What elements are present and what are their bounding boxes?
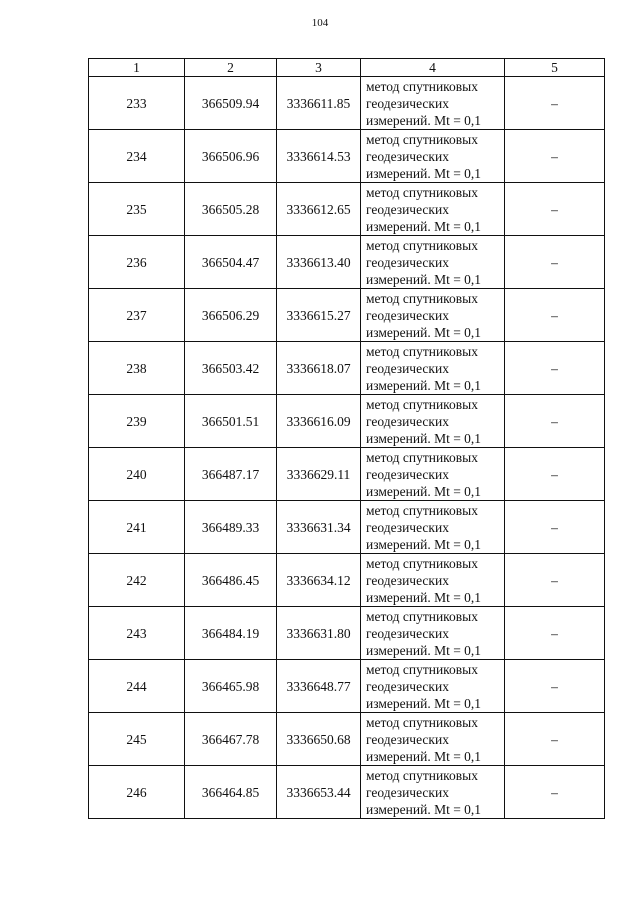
method-line: метод спутниковых bbox=[366, 396, 478, 412]
coordinate-x-cell: 366509.94 bbox=[185, 77, 277, 130]
method-line: измерений. Mt = 0,1 bbox=[366, 112, 482, 128]
note-cell: – bbox=[505, 713, 605, 766]
note-cell: – bbox=[505, 448, 605, 501]
table-row bbox=[89, 77, 605, 130]
table-header-row bbox=[89, 59, 605, 77]
coordinate-y-cell: 3336631.34 bbox=[277, 501, 361, 554]
method-line: геодезических bbox=[366, 466, 449, 482]
header-cell-4: 4 bbox=[361, 59, 505, 77]
point-number-cell: 244 bbox=[89, 660, 185, 713]
header-cell-3: 3 bbox=[277, 59, 361, 77]
point-number-cell: 246 bbox=[89, 766, 185, 819]
method-cell bbox=[361, 77, 505, 130]
header-cell-2: 2 bbox=[185, 59, 277, 77]
point-number-cell: 234 bbox=[89, 130, 185, 183]
method-line: геодезических bbox=[366, 254, 449, 270]
method-line: измерений. Mt = 0,1 bbox=[366, 801, 482, 817]
coordinate-y-cell: 3336650.68 bbox=[277, 713, 361, 766]
coordinate-y-cell: 3336615.27 bbox=[277, 289, 361, 342]
coordinate-x-cell: 366465.98 bbox=[185, 660, 277, 713]
point-number-cell: 235 bbox=[89, 183, 185, 236]
method-line: метод спутниковых bbox=[366, 608, 478, 624]
method-line: измерений. Mt = 0,1 bbox=[366, 695, 482, 711]
method-cell bbox=[361, 766, 505, 819]
method-line: метод спутниковых bbox=[366, 131, 478, 147]
method-line: метод спутниковых bbox=[366, 767, 478, 783]
table-row bbox=[89, 554, 605, 607]
method-line: измерений. Mt = 0,1 bbox=[366, 324, 482, 340]
coordinate-x-cell: 366503.42 bbox=[185, 342, 277, 395]
method-line: метод спутниковых bbox=[366, 184, 478, 200]
table-row bbox=[89, 395, 605, 448]
note-cell: – bbox=[505, 660, 605, 713]
method-line: геодезических bbox=[366, 413, 449, 429]
method-line: геодезических bbox=[366, 731, 449, 747]
table-row bbox=[89, 660, 605, 713]
point-number-cell: 233 bbox=[89, 77, 185, 130]
header-cell-1: 1 bbox=[89, 59, 185, 77]
method-line: метод спутниковых bbox=[366, 555, 478, 571]
method-line: геодезических bbox=[366, 307, 449, 323]
method-line: метод спутниковых bbox=[366, 343, 478, 359]
coordinate-y-cell: 3336611.85 bbox=[277, 77, 361, 130]
method-line: измерений. Mt = 0,1 bbox=[366, 589, 482, 605]
point-number-cell: 245 bbox=[89, 713, 185, 766]
method-line: метод спутниковых bbox=[366, 661, 478, 677]
point-number-cell: 236 bbox=[89, 236, 185, 289]
method-line: измерений. Mt = 0,1 bbox=[366, 377, 482, 393]
method-cell bbox=[361, 660, 505, 713]
table-row bbox=[89, 713, 605, 766]
method-line: измерений. Mt = 0,1 bbox=[366, 642, 482, 658]
header-cell-5: 5 bbox=[505, 59, 605, 77]
table-row bbox=[89, 501, 605, 554]
coordinate-x-cell: 366487.17 bbox=[185, 448, 277, 501]
note-cell: – bbox=[505, 236, 605, 289]
point-number-cell: 241 bbox=[89, 501, 185, 554]
method-line: метод спутниковых bbox=[366, 714, 478, 730]
method-line: геодезических bbox=[366, 625, 449, 641]
note-cell: – bbox=[505, 554, 605, 607]
point-number-cell: 240 bbox=[89, 448, 185, 501]
note-cell: – bbox=[505, 77, 605, 130]
coordinate-x-cell: 366484.19 bbox=[185, 607, 277, 660]
method-cell bbox=[361, 236, 505, 289]
coordinate-y-cell: 3336616.09 bbox=[277, 395, 361, 448]
method-cell bbox=[361, 501, 505, 554]
table-row bbox=[89, 766, 605, 819]
coordinates-table bbox=[88, 58, 605, 819]
note-cell: – bbox=[505, 395, 605, 448]
table-row bbox=[89, 130, 605, 183]
method-line: геодезических bbox=[366, 148, 449, 164]
page-number: 104 bbox=[311, 17, 329, 29]
method-cell bbox=[361, 607, 505, 660]
method-line: геодезических bbox=[366, 360, 449, 376]
method-line: измерений. Mt = 0,1 bbox=[366, 165, 482, 181]
point-number-cell: 238 bbox=[89, 342, 185, 395]
point-number-cell: 237 bbox=[89, 289, 185, 342]
note-cell: – bbox=[505, 130, 605, 183]
method-line: измерений. Mt = 0,1 bbox=[366, 483, 482, 499]
method-line: геодезических bbox=[366, 678, 449, 694]
method-cell bbox=[361, 448, 505, 501]
note-cell: – bbox=[505, 501, 605, 554]
point-number-cell: 239 bbox=[89, 395, 185, 448]
table-row bbox=[89, 236, 605, 289]
method-line: метод спутниковых bbox=[366, 237, 478, 253]
table-row bbox=[89, 448, 605, 501]
note-cell: – bbox=[505, 342, 605, 395]
method-line: измерений. Mt = 0,1 bbox=[366, 748, 482, 764]
table-row bbox=[89, 342, 605, 395]
method-cell bbox=[361, 554, 505, 607]
table-row bbox=[89, 289, 605, 342]
coordinate-x-cell: 366506.29 bbox=[185, 289, 277, 342]
coordinate-y-cell: 3336648.77 bbox=[277, 660, 361, 713]
coordinate-y-cell: 3336631.80 bbox=[277, 607, 361, 660]
method-line: геодезических bbox=[366, 784, 449, 800]
coordinate-y-cell: 3336612.65 bbox=[277, 183, 361, 236]
coordinate-x-cell: 366486.45 bbox=[185, 554, 277, 607]
method-cell bbox=[361, 395, 505, 448]
coordinate-y-cell: 3336629.11 bbox=[277, 448, 361, 501]
method-line: геодезических bbox=[366, 95, 449, 111]
coordinate-x-cell: 366464.85 bbox=[185, 766, 277, 819]
method-line: метод спутниковых bbox=[366, 290, 478, 306]
method-line: измерений. Mt = 0,1 bbox=[366, 536, 482, 552]
coordinate-x-cell: 366504.47 bbox=[185, 236, 277, 289]
method-line: геодезических bbox=[366, 572, 449, 588]
coordinate-y-cell: 3336618.07 bbox=[277, 342, 361, 395]
method-line: метод спутниковых bbox=[366, 78, 478, 94]
point-number-cell: 242 bbox=[89, 554, 185, 607]
method-line: измерений. Mt = 0,1 bbox=[366, 430, 482, 446]
table-row bbox=[89, 607, 605, 660]
table-body bbox=[89, 59, 605, 819]
method-line: метод спутниковых bbox=[366, 502, 478, 518]
method-line: метод спутниковых bbox=[366, 449, 478, 465]
method-line: измерений. Mt = 0,1 bbox=[366, 271, 482, 287]
coordinate-x-cell: 366489.33 bbox=[185, 501, 277, 554]
coordinate-x-cell: 366501.51 bbox=[185, 395, 277, 448]
method-cell bbox=[361, 130, 505, 183]
coordinate-x-cell: 366505.28 bbox=[185, 183, 277, 236]
point-number-cell: 243 bbox=[89, 607, 185, 660]
note-cell: – bbox=[505, 766, 605, 819]
coordinate-y-cell: 3336614.53 bbox=[277, 130, 361, 183]
note-cell: – bbox=[505, 289, 605, 342]
coordinate-y-cell: 3336634.12 bbox=[277, 554, 361, 607]
method-cell bbox=[361, 713, 505, 766]
coordinate-y-cell: 3336653.44 bbox=[277, 766, 361, 819]
method-line: геодезических bbox=[366, 201, 449, 217]
note-cell: – bbox=[505, 607, 605, 660]
method-cell bbox=[361, 289, 505, 342]
coordinate-y-cell: 3336613.40 bbox=[277, 236, 361, 289]
method-line: геодезических bbox=[366, 519, 449, 535]
coordinate-x-cell: 366506.96 bbox=[185, 130, 277, 183]
table-row bbox=[89, 183, 605, 236]
method-cell bbox=[361, 342, 505, 395]
method-cell bbox=[361, 183, 505, 236]
coordinate-x-cell: 366467.78 bbox=[185, 713, 277, 766]
method-line: измерений. Mt = 0,1 bbox=[366, 218, 482, 234]
note-cell: – bbox=[505, 183, 605, 236]
